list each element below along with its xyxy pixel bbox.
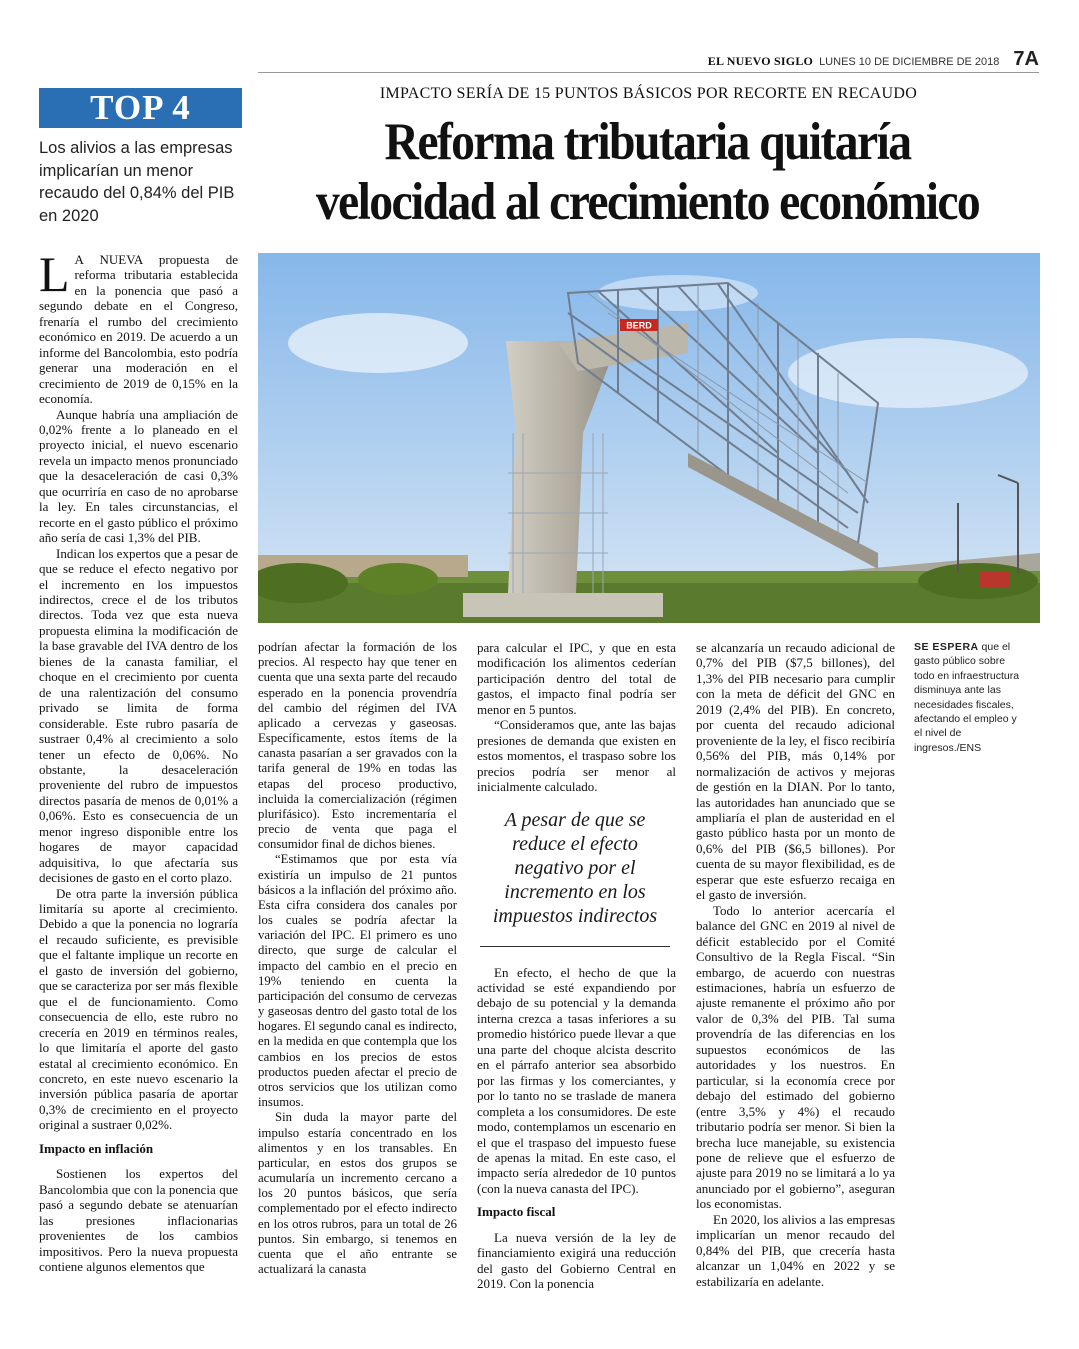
paragraph: Todo lo anterior acercaría el balance del GNC en 2019 al nivel de déficit establecido por el Comité Consultivo de la Regla Fiscal. “Sin embargo, de acuerdo con nuestras estimaciones, habría un esfuerzo de ajuste remanente el próximo año por valor de 0,3% del PIB. Tal suma provendría de las diferencias en los supuestos económicos de las autoridades y los nuestros. En particular, si la economía crece por debajo del estimado del gobierno (entre 3,5% y 4%) el recaudo tributario podría ser menor. Si bien la brecha luce manejable, su existencia pone de relieve que el esfuerzo de ajuste para 2019 no se limitará a lo ya anunciado por el gobierno”, aseguran los economistas.: [696, 902, 895, 1212]
headline: [290, 112, 1006, 232]
subhead-inflation: Impacto en inflación: [39, 1140, 154, 1156]
paragraph: se alcanzaría un recaudo adicional de 0,7% del PIB ($7,5 billones), del 1,3% del PIB necesario para cumplir con la meta de déficit del GNC en 2019 (2,4% del PIB). En concreto, por cuenta del recaudo adicional proveniente de la ley, el fisco recibiría 0,56% del PIB, más 0,14% por normalización de activos y mejoras de gestión en la DIAN. Por lo tanto, las autoridades han anunciado que se ampliaría el plan de austeridad en el gasto público hasta por un monto de 0,6% del PIB ($6,5 billones). Por cuenta de su mayor flexibilidad, es de esperar que este esfuerzo recaiga en el gasto de inversión.: [696, 640, 895, 903]
top-label: TOP 4: [90, 88, 191, 127]
top-summary: Los alivios a las empresas implicarían un menor recaudo del 0,84% del PIB en 2020: [39, 139, 235, 225]
caption-lead: SE ESPERA: [914, 641, 979, 653]
photo-sign-text: BERD: [626, 320, 652, 331]
pull-quote-line: negativo por el: [514, 857, 636, 879]
paragraph: Sin duda la mayor parte del impulso estaría concentrado en los alimentos y en los transables. En particular, en estos dos grupos se acumularía un incremento cercano a los 20 puntos básicos, que sería complementado por el efecto indirecto en los otros rubros, para un total de 26 puntos. Sin embargo, si tenemos en cuenta que el año entrante se actualizará la canasta: [258, 1110, 457, 1277]
pull-quote-line: impuestos indirectos: [492, 905, 658, 927]
drop-cap: L: [39, 246, 70, 302]
article-column-1: [39, 246, 238, 1274]
headline-line-1: Reforma tributaria quitaría: [384, 113, 911, 171]
paragraph: “Estimamos que por esta vía existiría un impulso de 21 puntos básicos a la inflación del próximo año. Esta cifra considera dos canales por los cuales se podría afectar la variación del IPC. El primero es uno directo, que surge de calcular el impacto del cambio en el precio en 19% teniendo en cuenta la participación del consumo de cervezas y gaseosas dentro del gasto total de los hogares. El segundo canal es indirecto, en la medida en que contempla que los cambios en los precios de estos productos pueden afectar el precio de otros servicios que los utilizan como insumos.: [258, 852, 457, 1110]
subhead-fiscal: Impacto fiscal: [477, 1204, 556, 1220]
paragraph: Sostienen los expertos del Bancolombia que con la ponencia que pasó a segundo debate se atenuarían las presiones inflacionarias provenientes de los cambios impositivos. Pero la nueva propuesta contiene algunos elementos que: [39, 1166, 238, 1274]
paragraph: podrían afectar la formación de los precios. Al respecto hay que tener en cuenta que una sexta parte del recaudo esperado en la ponencia provendría del cambio del régimen del IVA aplicado a cervezas y gaseosas. Específicamente, estos ítems de la canasta pasarían a ser gravados con la tarifa general de 19% en todas las etapas del proceso productivo, incluida la comercialización (régimen plurifásico). Esto incrementaría el precio de venta que paga el consumidor final de dichos bienes.: [258, 640, 457, 852]
lead-text: A NUEVA propuesta de reforma tributaria establecida en la ponencia que pasó a segundo debate en el Congreso, frenaría el rumbo del crecimiento económico en 2019. De acuerdo a un informe del Bancolombia, esto podría generar una moderación en el crecimiento de 2019 de 0,15% en la economía.: [39, 252, 238, 407]
kicker: IMPACTO SERÍA DE 15 PUNTOS BÁSICOS POR RECORTE EN RECAUDO: [379, 85, 918, 102]
paragraph: “Consideramos que, ante las bajas presiones de demanda que existen en estos momentos, el traspaso sobre los precios podría ser menor al inicialmente calculado.: [477, 717, 676, 795]
paragraph: Aunque habría una ampliación de 0,02% frente a lo planeado en el proyecto inicial, el nuevo escenario revela un impacto menos pronunciado que la desaceleración de casi 0,3% que ocurriría en caso de no aprobarse la ley. En tales circunstancias, el recorte en el gasto público el próximo año sería de casi 1,3% del PIB.: [39, 406, 238, 546]
pull-quote-line: incremento en los: [504, 881, 646, 903]
caption-text: que el gasto público sobre todo en infraestructura disminuya ante las necesidades fiscales, afectando el empleo y el nivel de ingresos./ENS: [914, 641, 1020, 754]
paragraph: para calcular el IPC, y que en esta modificación los alimentos cederían participación dentro del total de gastos, el impacto final podría ser menor en 5 puntos.: [477, 640, 676, 717]
masthead-rule: [258, 72, 1039, 73]
issue-date: LUNES 10 DE DICIEMBRE DE 2018: [819, 56, 1000, 68]
pull-quote-line: A pesar de que se: [504, 809, 646, 831]
paragraph: La nueva versión de la ley de financiamiento exigirá una reducción del gasto del Gobierno Central en 2019. Con la ponencia: [477, 1229, 676, 1292]
masthead: [708, 48, 1039, 71]
paragraph: De otra parte la inversión pública limitaría su aporte al crecimiento. Debido a que la ponencia no lograría el recaudo suficiente, es previsible que el faltante implique un recorte en el gasto de inversión del gobierno, que se caracteriza por ser más flexible que el de funcionamiento. Como consecuencia de ello, este rubro no crecería en 2019 en términos reales, lo que limitaría el aporte del gasto estatal al crecimiento económico. En concreto, en este nuevo escenario la inversión pública pasaría de aportar 0,3% de crecimiento en el proyecto original a sustraer 0,02%.: [39, 885, 238, 1133]
paragraph: En efecto, el hecho de que la actividad se esté expandiendo por debajo de su potencial y la demanda interna crezca a tasas inferiores a su promedio histórico puede llevar a que una parte del choque alcista descrito en el párrafo anterior sea absorbido por las firmas y los comerciantes, y por lo tanto no se traslade de manera completa a los consumidores. De este modo, contemplamos un escenario en el que el traspaso del impuesto fuese de apenas la mitad. En este caso, el impacto sería alrededor de 10 puntos (con la nueva canasta del IPC).: [477, 964, 676, 1196]
newspaper-name: EL NUEVO SIGLO: [707, 54, 814, 68]
paragraph: En 2020, los alivios a las empresas implicarían un menor recaudo del 0,84% del PIB, que crecería hasta alcanzar un 1,04% en 2022 y se estabilizaría en adelante.: [696, 1211, 895, 1289]
pull-quote: [480, 808, 670, 947]
bridge-construction-photo: [258, 253, 1040, 623]
pull-quote-line: reduce el efecto: [512, 833, 638, 855]
page-number: 7A: [1013, 48, 1039, 70]
paragraph: Indican los expertos que a pesar de que se reduce el efecto negativo por el incremento en los impuestos indirectos, crece el de los tributos directos. Toda vez que esta nueva propuesta elimina la modificación de la base gravable del IVA dentro de los bienes de la canasta familiar, el choque en el crecimiento por cuenta de una ralentización del consumo privado se limita de forma considerable. Este rubro pasaría de sustraer 0,4% al crecimiento a solo tener un efecto de 0,06%. No obstante, la desaceleración proveniente del rubro de impuestos directos pasaría de menos de 0,01% a 0,06%. Esto es consecuencia de un menor ingreso disponible entre los hogares de mayor capacidad adquisitiva, lo que afectaría sus decisiones de gasto en el corto plazo.: [39, 545, 238, 886]
lead-paragraph: [39, 246, 238, 407]
article-column-2: [258, 640, 457, 1277]
article-column-3: [477, 640, 676, 1292]
top-label-box: [39, 88, 242, 128]
article-column-4: [696, 640, 895, 1289]
photo-caption: [914, 640, 1024, 755]
headline-line-2: velocidad al crecimiento económico: [315, 173, 980, 231]
